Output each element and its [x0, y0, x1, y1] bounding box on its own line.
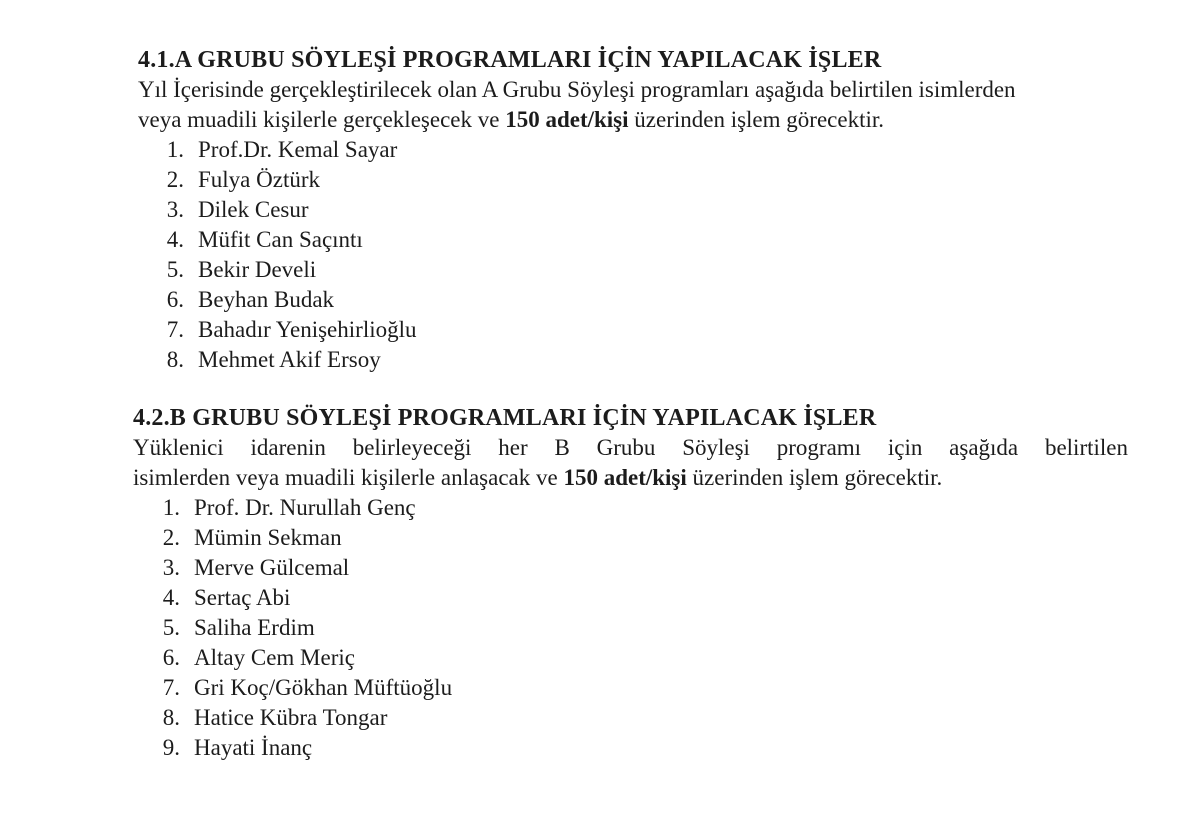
section-a-quantity: 150 adet/kişi: [505, 107, 629, 132]
list-item-name: Merve Gülcemal: [194, 555, 350, 580]
list-item-name: Beyhan Budak: [198, 287, 335, 312]
list-item-name: Mümin Sekman: [194, 525, 342, 550]
section-b-name-list: [133, 493, 1128, 763]
section-b-paragraph: [133, 433, 1128, 493]
list-item-number: 8.: [162, 705, 180, 730]
list-item-number: 5.: [162, 615, 180, 640]
list-item: [133, 523, 1128, 553]
list-item: [133, 733, 1128, 763]
section-b-heading: 4.2.B GRUBU SÖYLEŞİ PROGRAMLARI İÇİN YAPILACAK İŞLER: [133, 405, 877, 431]
list-item-number: 9.: [162, 735, 180, 760]
list-item: [133, 553, 1128, 583]
list-item-number: 3.: [166, 197, 184, 222]
list-item: [138, 315, 1138, 345]
list-item-number: 6.: [162, 645, 180, 670]
list-item-number: 6.: [166, 287, 184, 312]
list-item-name: Hatice Kübra Tongar: [194, 705, 388, 730]
list-item-number: 1.: [162, 495, 180, 520]
list-item: [133, 613, 1128, 643]
section-a-line-2-text: veya muadili kişilerle gerçekleşecek ve: [138, 107, 506, 132]
list-item: [133, 493, 1128, 523]
section-b-line-2-text: isimlerden veya muadili kişilerle anlaşacak ve: [133, 465, 564, 490]
list-item-name: Sertaç Abi: [194, 585, 291, 610]
list-item-name: Dilek Cesur: [198, 197, 309, 222]
section-a-line-2: [138, 105, 1138, 135]
list-item-number: 8.: [166, 347, 184, 372]
section-b-line-1: Yüklenici idarenin belirleyeceği her B Grubu Söyleşi programı için aşağıda belirtilen: [133, 435, 1128, 460]
list-item-name: Altay Cem Meriç: [194, 645, 355, 670]
list-item-name: Bahadır Yenişehirlioğlu: [198, 317, 417, 342]
list-item-name: Müfit Can Saçıntı: [198, 227, 363, 252]
list-item: [138, 255, 1138, 285]
section-b: [133, 403, 1128, 763]
list-item-number: 1.: [166, 137, 184, 162]
section-a-name-list: [138, 135, 1138, 375]
list-item-number: 4.: [162, 585, 180, 610]
list-item-name: Bekir Develi: [198, 257, 317, 282]
section-b-line-2-end: üzerinden işlem görecektir.: [686, 465, 943, 490]
list-item: [133, 583, 1128, 613]
list-item-number: 7.: [162, 675, 180, 700]
list-item: [133, 643, 1128, 673]
list-item-number: 2.: [162, 525, 180, 550]
list-item-number: 7.: [166, 317, 184, 342]
list-item: [138, 165, 1138, 195]
list-item-name: Saliha Erdim: [194, 615, 315, 640]
list-item: [138, 345, 1138, 375]
section-a-heading: 4.1.A GRUBU SÖYLEŞİ PROGRAMLARI İÇİN YAPILACAK İŞLER: [138, 47, 882, 73]
list-item: [138, 225, 1138, 255]
list-item-name: Prof. Dr. Nurullah Genç: [194, 495, 416, 520]
list-item: [133, 673, 1128, 703]
section-a-paragraph: [138, 75, 1138, 135]
section-a-line-2-end: üzerinden işlem görecektir.: [628, 107, 884, 132]
section-b-quantity: 150 adet/kişi: [563, 465, 687, 490]
list-item-name: Hayati İnanç: [194, 735, 313, 760]
list-item-number: 4.: [166, 227, 184, 252]
list-item-name: Prof.Dr. Kemal Sayar: [198, 137, 398, 162]
list-item: [133, 703, 1128, 733]
section-b-line-2: [133, 463, 1128, 493]
list-item-name: Fulya Öztürk: [198, 167, 321, 192]
list-item: [138, 195, 1138, 225]
list-item: [138, 285, 1138, 315]
section-a-line-1: Yıl İçerisinde gerçekleştirilecek olan A Grubu Söyleşi programları aşağıda belirtilen isimlerden: [138, 77, 1016, 102]
list-item-name: Gri Koç/Gökhan Müftüoğlu: [194, 675, 453, 700]
list-item-number: 3.: [162, 555, 180, 580]
list-item: [138, 135, 1138, 165]
section-a: [138, 45, 1138, 375]
list-item-number: 2.: [166, 167, 184, 192]
list-item-name: Mehmet Akif Ersoy: [198, 347, 381, 372]
list-item-number: 5.: [166, 257, 184, 282]
